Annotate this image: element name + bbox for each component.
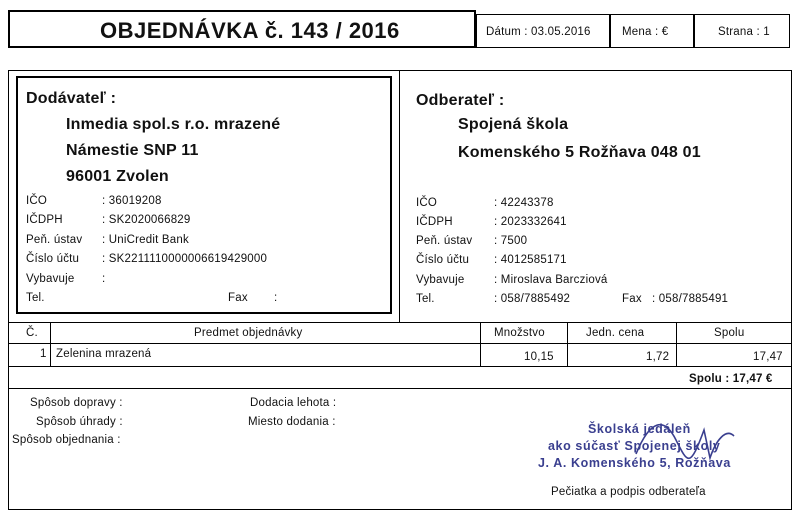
table-rows-bottom — [8, 366, 792, 367]
customer-bank-label: Peň. ústav — [416, 235, 473, 247]
order-total: Spolu : 17,47 € — [689, 373, 773, 385]
customer-ico-label: IČO — [416, 197, 438, 209]
customer-heading: Odberateľ : — [416, 92, 505, 109]
supplier-fax-label: Fax — [228, 292, 248, 304]
supplier-fax-value: : — [274, 292, 278, 304]
row-item: Zelenina mrazená — [56, 348, 152, 360]
row-no: 1 — [40, 348, 47, 360]
supplier-account-label: Číslo účtu — [26, 253, 80, 265]
row-qty: 10,15 — [524, 351, 554, 363]
customer-account-value: : 4012585171 — [494, 254, 567, 266]
col-divider-price — [676, 322, 677, 366]
supplier-account-value: : SK2211110000006619429000 — [102, 253, 268, 265]
customer-icdph-value: : 2023332641 — [494, 216, 567, 228]
table-sum-line — [8, 388, 792, 389]
supplier-bank-value: : UniCredit Bank — [102, 234, 189, 246]
supplier-icdph-value: : SK2020066829 — [102, 214, 191, 226]
customer-account-label: Číslo účtu — [416, 254, 470, 266]
table-header-line — [8, 343, 792, 344]
page-number: Strana : 1 — [718, 26, 770, 38]
customer-bank-value: : 7500 — [494, 235, 528, 247]
col-header-qty: Množstvo — [494, 327, 545, 339]
col-divider-no — [50, 322, 51, 366]
currency-label: Mena : € — [622, 26, 669, 38]
customer-name: Spojená škola — [458, 116, 569, 133]
stamp-line-1: Školská jedáleň — [588, 422, 691, 436]
supplier-ico-label: IČO — [26, 195, 48, 207]
table-top-line — [8, 322, 792, 323]
supplier-ico-value: : 36019208 — [102, 195, 162, 207]
signature-label: Pečiatka a podpis odberateľa — [551, 486, 706, 498]
page-title: OBJEDNÁVKA č. 143 / 2016 — [100, 18, 400, 43]
stamp-line-3: J. A. Komenského 5, Rožňava — [538, 456, 731, 470]
customer-divider — [399, 70, 400, 322]
customer-tel-value: : 058/7885492 — [494, 293, 571, 305]
customer-icdph-label: IČDPH — [416, 216, 453, 228]
customer-ico-value: : 42243378 — [494, 197, 554, 209]
supplier-contact-label: Vybavuje — [26, 273, 75, 285]
customer-address: Komenského 5 Rožňava 048 01 — [458, 144, 701, 161]
supplier-contact-value: : — [102, 273, 106, 285]
customer-fax-value: : 058/7885491 — [652, 293, 729, 305]
customer-fax-label: Fax — [622, 293, 642, 305]
col-header-price: Jedn. cena — [586, 327, 645, 339]
signature-icon — [630, 410, 740, 472]
supplier-street: Námestie SNP 11 — [66, 142, 199, 159]
deadline-label: Dodacia lehota : — [250, 397, 337, 409]
supplier-name: Inmedia spol.s r.o. mrazené — [66, 116, 281, 133]
supplier-bank-label: Peň. ústav — [26, 234, 83, 246]
date-label: Dátum : 03.05.2016 — [486, 26, 591, 38]
customer-tel-label: Tel. — [416, 293, 435, 305]
supplier-city: 96001 Zvolen — [66, 168, 169, 185]
supplier-icdph-label: IČDPH — [26, 214, 63, 226]
supplier-tel-label: Tel. — [26, 292, 45, 304]
stamp-line-2: ako súčasť Spojenej školy — [548, 439, 721, 453]
payment-label: Spôsob úhrady : — [36, 416, 123, 428]
place-label: Miesto dodania : — [248, 416, 336, 428]
col-header-no: Č. — [26, 327, 38, 339]
transport-label: Spôsob dopravy : — [30, 397, 123, 409]
row-total: 17,47 — [753, 351, 783, 363]
col-divider-qty — [567, 322, 568, 366]
col-header-total: Spolu — [714, 327, 745, 339]
col-divider-item — [480, 322, 481, 366]
customer-contact-label: Vybavuje — [416, 274, 465, 286]
row-price: 1,72 — [646, 351, 670, 363]
col-header-item: Predmet objednávky — [194, 327, 303, 339]
ordering-label: Spôsob objednania : — [12, 434, 121, 446]
supplier-heading: Dodávateľ : — [26, 90, 117, 107]
customer-contact-value: : Miroslava Barcziová — [494, 274, 608, 286]
